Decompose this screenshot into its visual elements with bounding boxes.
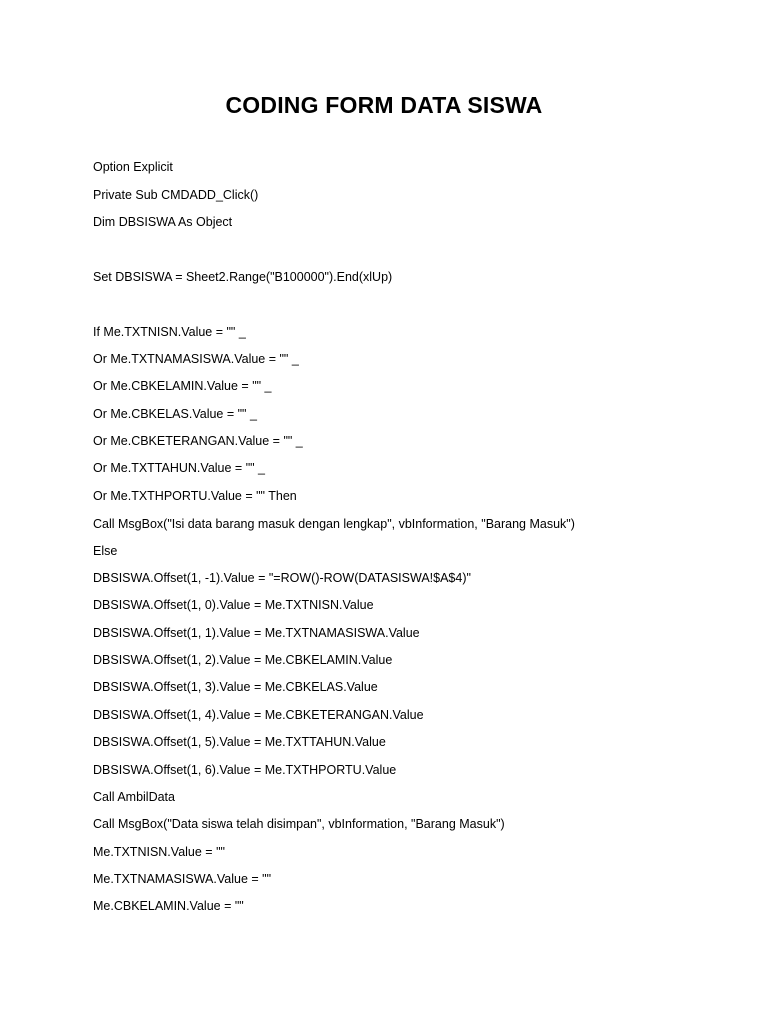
code-line: Dim DBSISWA As Object — [93, 215, 233, 229]
code-line: DBSISWA.Offset(1, 6).Value = Me.TXTHPORTU.Value — [93, 763, 397, 777]
code-line: Or Me.TXTHPORTU.Value = "" Then — [93, 489, 297, 503]
code-line: DBSISWA.Offset(1, 1).Value = Me.TXTNAMASISWA.Value — [93, 626, 420, 640]
code-line: Option Explicit — [93, 160, 173, 174]
code-line: Or Me.CBKELAMIN.Value = "" _ — [93, 379, 272, 393]
code-line: Call MsgBox("Data siswa telah disimpan", vbInformation, "Barang Masuk") — [93, 817, 505, 831]
code-line: Me.TXTNAMASISWA.Value = "" — [93, 872, 272, 886]
code-line: Else — [93, 544, 118, 558]
code-line: DBSISWA.Offset(1, 2).Value = Me.CBKELAMIN.Value — [93, 653, 393, 667]
code-line: Call AmbilData — [93, 790, 175, 804]
code-line: If Me.TXTNISN.Value = "" _ — [93, 325, 246, 339]
document-title: CODING FORM DATA SISWA — [225, 92, 543, 118]
code-line: Me.TXTNISN.Value = "" — [93, 845, 225, 859]
code-line: Or Me.TXTNAMASISWA.Value = "" _ — [93, 352, 299, 366]
code-line: Set DBSISWA = Sheet2.Range("B100000").End(xlUp) — [93, 270, 393, 284]
code-line: Or Me.CBKELAS.Value = "" _ — [93, 407, 257, 421]
code-line: Or Me.TXTTAHUN.Value = "" _ — [93, 461, 265, 475]
code-line: DBSISWA.Offset(1, -1).Value = "=ROW()-ROW(DATASISWA!$A$4)" — [93, 571, 471, 585]
code-line: DBSISWA.Offset(1, 5).Value = Me.TXTTAHUN.Value — [93, 735, 386, 749]
code-line: Private Sub CMDADD_Click() — [93, 188, 259, 202]
code-line: DBSISWA.Offset(1, 0).Value = Me.TXTNISN.Value — [93, 598, 374, 612]
code-line: Call MsgBox("Isi data barang masuk dengan lengkap", vbInformation, "Barang Masuk") — [93, 517, 575, 531]
code-line: DBSISWA.Offset(1, 4).Value = Me.CBKETERANGAN.Value — [93, 708, 424, 722]
code-line: Or Me.CBKETERANGAN.Value = "" _ — [93, 434, 303, 448]
code-line: Me.CBKELAMIN.Value = "" — [93, 899, 244, 913]
code-line: DBSISWA.Offset(1, 3).Value = Me.CBKELAS.Value — [93, 680, 378, 694]
